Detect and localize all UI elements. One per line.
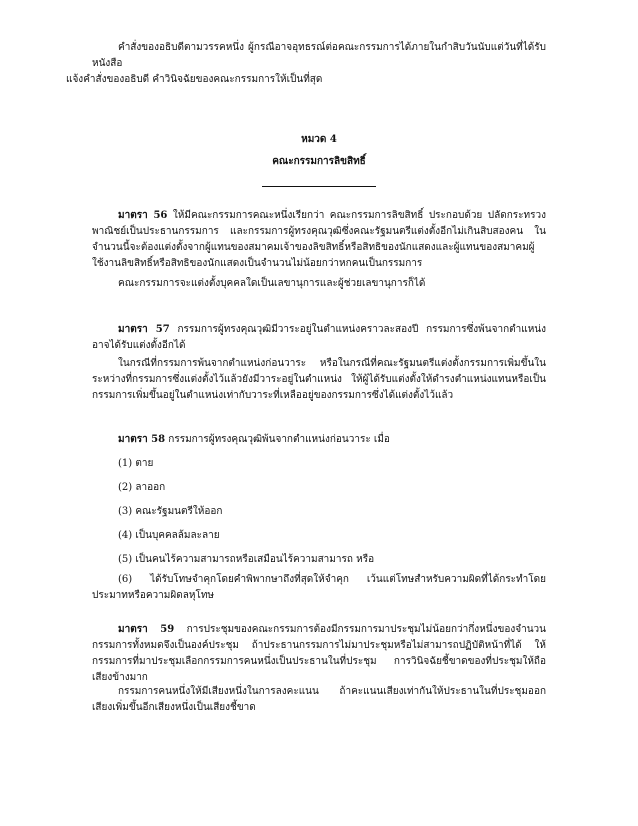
section-56-text: ให้มีคณะกรรมการคณะหนึ่งเรียกว่า คณะกรรมการลิขสิทธิ์ ประกอบด้วย ปลัดกระทรวงพาณิชย์เป็นประธานกรรมการ และกรรมการผู้ทรงคุณวุฒิซึ่งคณะรัฐมนตรีแต่งตั้งอีกไม่เกินสิบสองคน ในจำนวนนี้จะต้องแต่งตั้งจากผู้แทนของสมาคมเจ้าของลิขสิทธิ์หรือสิทธิของนักแสดงและผู้แทนของสมาคมผู้ใช้งานลิขสิทธิ์หรือสิทธิของนักแสดงเป็นจำนวนไม่น้อยกว่าหกคนเป็นกรรมการ — [92, 210, 547, 269]
section-58-item-2: (2) ลาออก — [118, 482, 166, 493]
section-59-paragraph — [92, 622, 546, 686]
section-59-paragraph-2: กรรมการคนหนึ่งให้มีเสียงหนึ่งในการลงคะแนน ถ้าคะแนนเสียงเท่ากันให้ประธานในที่ประชุมออกเสียงเพิ่มขึ้นอีกเสียงหนึ่งเป็นเสียงชี้ขาด — [92, 686, 546, 713]
chapter-title: คณะกรรมการลิขสิทธิ์ — [272, 156, 366, 167]
section-58-paragraph — [92, 432, 546, 448]
section-58-text: กรรมการผู้ทรงคุณวุฒิพ้นจากตำแหน่งก่อนวาระ เมื่อ — [168, 434, 390, 445]
chapter-number: หมวด 4 — [301, 134, 337, 145]
section-56-paragraph — [92, 208, 546, 272]
section-57-number: มาตรา 57 — [118, 324, 170, 335]
intro-paragraph — [66, 40, 546, 88]
section-58-item-1: (1) ตาย — [118, 458, 154, 469]
chapter-divider — [262, 186, 376, 187]
section-58-item-6: (6) ได้รับโทษจำคุกโดยคำพิพากษาถึงที่สุดให้จำคุก เว้นแต่โทษสำหรับความผิดที่ได้กระทำโดยประมาทหรือความผิดลหุโทษ — [92, 574, 546, 601]
section-58-item-4: (4) เป็นบุคคลล้มละลาย — [118, 530, 220, 541]
section-57-paragraph — [92, 322, 546, 354]
intro-line-1: คำสั่งของอธิบดีตามวรรคหนึ่ง ผู้กรณีอาจอุทธรณ์ต่อคณะกรรมการได้ภายในกำสิบวันนับแต่วันที่ได้รับหนังสือ — [92, 42, 546, 69]
section-58-item-3: (3) คณะรัฐมนตรีให้ออก — [118, 506, 223, 517]
intro-line-2: แจ้งคำสั่งของอธิบดี คำวินิจฉัยของคณะกรรมการให้เป็นที่สุด — [66, 74, 323, 85]
section-58-number: มาตรา 58 — [118, 434, 166, 445]
section-57-paragraph-2: ในกรณีที่กรรมการพ้นจากตำแหน่งก่อนวาระ หรือในกรณีที่คณะรัฐมนตรีแต่งตั้งกรรมการเพิ่มขึ้นในระหว่างที่กรรมการซึ่งแต่งตั้งไว้แล้วยังมีวาระอยู่ในตำแหน่ง ให้ผู้ได้รับแต่งตั้งให้ดำรงตำแหน่งแทนหรือเป็นกรรมการเพิ่มขึ้นอยู่ในตำแหน่งเท่ากับวาระที่เหลืออยู่ของกรรมการซึ่งได้แต่งตั้งไว้แล้ว — [92, 358, 546, 401]
section-59-number: มาตรา 59 — [118, 624, 175, 635]
section-56-paragraph-2: คณะกรรมการจะแต่งตั้งบุคคลใดเป็นเลขานุการและผู้ช่วยเลขานุการก็ได้ — [118, 278, 426, 289]
section-59-text: การประชุมของคณะกรรมการต้องมีกรรมการมาประชุมไม่น้อยกว่ากึ่งหนึ่งของจำนวนกรรมการทั้งหมดจึงเป็นองค์ประชุม ถ้าประธานกรรมการไม่มาประชุมหรือไม่สามารถปฏิบัติหน้าที่ได้ ให้กรรมการที่มาประชุมเลือกกรรมการคนหนึ่งเป็นประธานในที่ประชุม การวินิจฉัยชี้ขาดของที่ประชุมให้ถือเสียงข้างมาก — [92, 624, 546, 683]
section-58-item-5: (5) เป็นคนไร้ความสามารถหรือเสมือนไร้ความสามารถ หรือ — [118, 554, 375, 565]
section-56-number: มาตรา 56 — [118, 210, 168, 221]
section-57-text: กรรมการผู้ทรงคุณวุฒิมีวาระอยู่ในตำแหน่งคราวละสองปี กรรมการซึ่งพ้นจากตำแหน่งอาจได้รับแต่งตั้งอีกได้ — [92, 324, 547, 351]
